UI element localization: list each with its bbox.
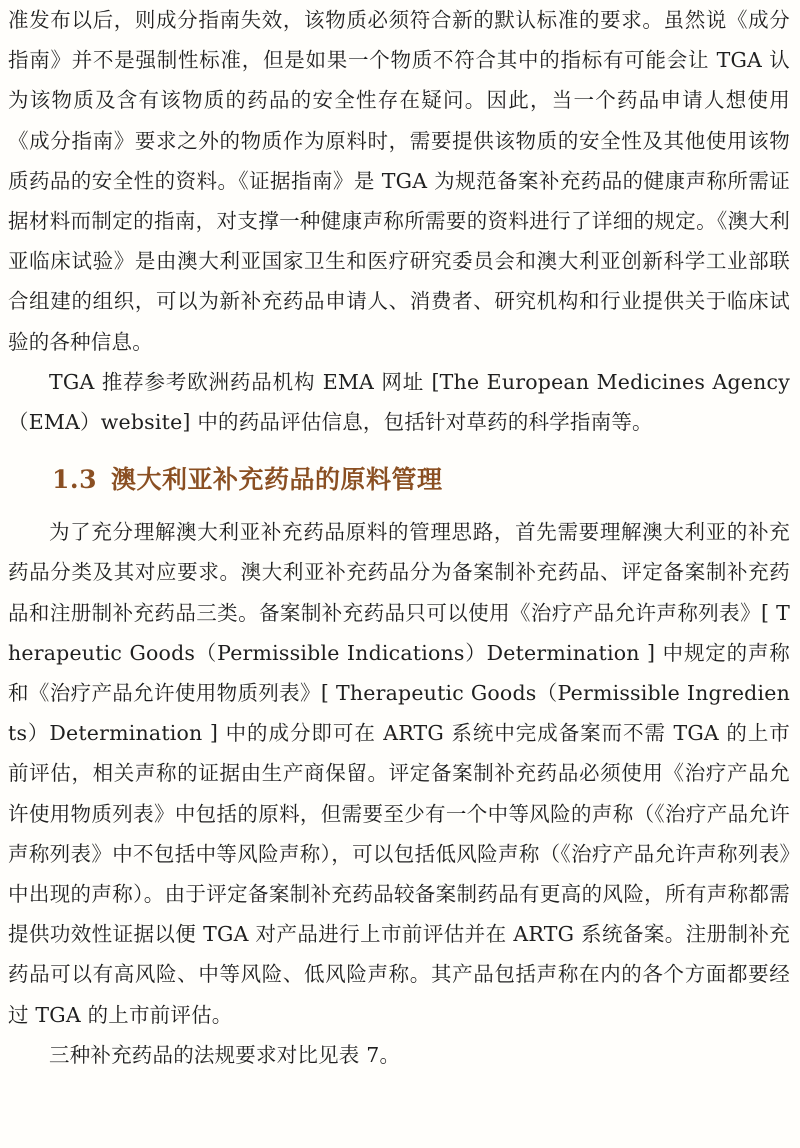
section-title: 澳大利亚补充药品的原料管理 bbox=[111, 465, 443, 495]
body-paragraph: 为了充分理解澳大利亚补充药品原料的管理思路，首先需要理解澳大利亚的补充药品分类及其对应要求。澳大利亚补充药品分为备案制补充药品、评定备案制补充药品和注册制补充药品三类。备案制补充药品只可以使用《治疗产品允许声称列表》[ Therapeutic Goods（Permissible Indications）Determination ] 中规定的声称和《治疗产品允许使用物质列表》[ Therapeutic Goods（Permissible Ingredients）Determination ] 中的成分即可在 ARTG 系统中完成备案而不需 TGA 的上市前评估，相关声称的证据由生产商保留。评定备案制补充药品必须使用《治疗产品允许使用物质列表》中包括的原料，但需要至少有一个中等风险的声称（《治疗产品允许声称列表》中不包括中等风险声称），可以包括低风险声称（《治疗产品允许声称列表》中出现的声称）。由于评定备案制补充药品较备案制药品有更高的风险，所有声称都需提供功效性证据以便 TGA 对产品进行上市前评估并在 ARTG 系统备案。注册制补充药品可以有高风险、中等风险、低风险声称。其产品包括声称在内的各个方面都要经过 TGA 的上市前评估。 bbox=[8, 520, 790, 1027]
body-paragraph: TGA 推荐参考欧洲药品机构 EMA 网址 [The European Medicines Agency（EMA）website] 中的药品评估信息，包括针对草药的科学指南等。 bbox=[8, 369, 790, 435]
section-number: 1.3 bbox=[52, 465, 97, 495]
document-page bbox=[8, 0, 790, 1075]
body-paragraph: 准发布以后，则成分指南失效，该物质必须符合新的默认标准的要求。虽然说《成分指南》并不是强制性标准，但是如果一个物质不符合其中的指标有可能会让 TGA 认为该物质及含有该物质的药品的安全性存在疑问。因此，当一个药品申请人想使用《成分指南》要求之外的物质作为原料时，需要提供该物质的安全性及其他使用该物质药品的安全性的资料。《证据指南》是 TGA 为规范备案补充药品的健康声称所需证据材料而制定的指南，对支撑一种健康声称所需要的资料进行了详细的规定。《澳大利亚临床试验》是由澳大利亚国家卫生和医疗研究委员会和澳大利亚创新科学工业部联合组建的组织，可以为新补充药品申请人、消费者、研究机构和行业提供关于临床试验的各种信息。 bbox=[8, 8, 790, 354]
section-heading bbox=[8, 460, 790, 500]
body-paragraph: 三种补充药品的法规要求对比见表 7。 bbox=[49, 1042, 401, 1067]
